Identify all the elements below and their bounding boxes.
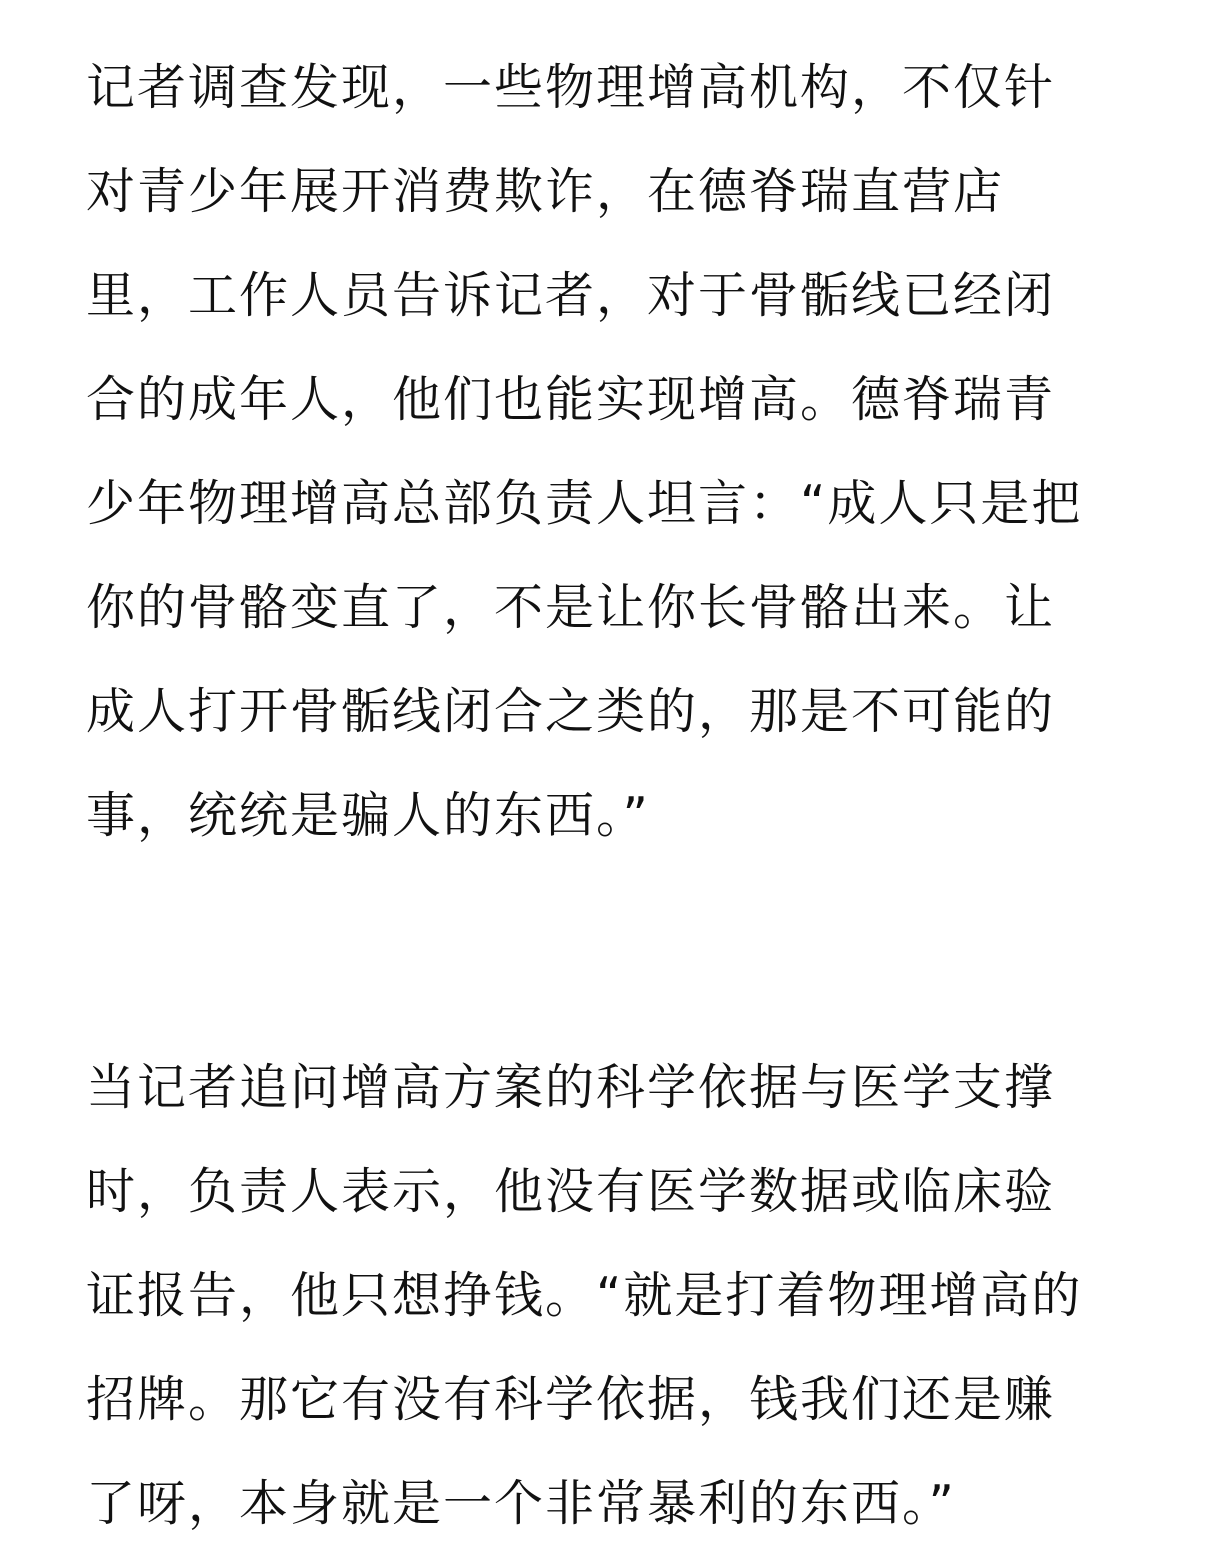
text-line: 少年物理增高总部负责人坦言：“成人只是把 — [86, 475, 1083, 532]
text-line: 当记者追问增高方案的科学依据与医学支撑 — [86, 1059, 1056, 1116]
text-line: 证报告，他只想挣钱。“就是打着物理增高的 — [86, 1267, 1083, 1324]
text-line: 成人打开骨骺线闭合之类的，那是不可能的 — [86, 683, 1056, 740]
text-line: 里，工作人员告诉记者，对于骨骺线已经闭 — [86, 267, 1056, 324]
text-line: 事，统统是骗人的东西。” — [86, 787, 650, 844]
text-line: 招牌。那它有没有科学依据，钱我们还是赚 — [86, 1371, 1056, 1428]
paragraph-2 — [86, 1036, 1126, 1556]
text-line: 时，负责人表示，他没有医学数据或临床验 — [86, 1163, 1056, 1220]
text-line: 了呀，本身就是一个非常暴利的东西。” — [86, 1475, 956, 1532]
paragraph-divider — [86, 868, 1126, 1036]
paragraph-1 — [86, 36, 1126, 868]
text-line: 记者调查发现，一些物理增高机构，不仅针 — [86, 59, 1056, 116]
text-line: 你的骨骼变直了，不是让你长骨骼出来。让 — [86, 579, 1056, 636]
text-line: 合的成年人，他们也能实现增高。德脊瑞青 — [86, 371, 1056, 428]
article-body — [86, 36, 1126, 1556]
text-line: 对青少年展开消费欺诈，在德脊瑞直营店 — [86, 163, 1005, 220]
